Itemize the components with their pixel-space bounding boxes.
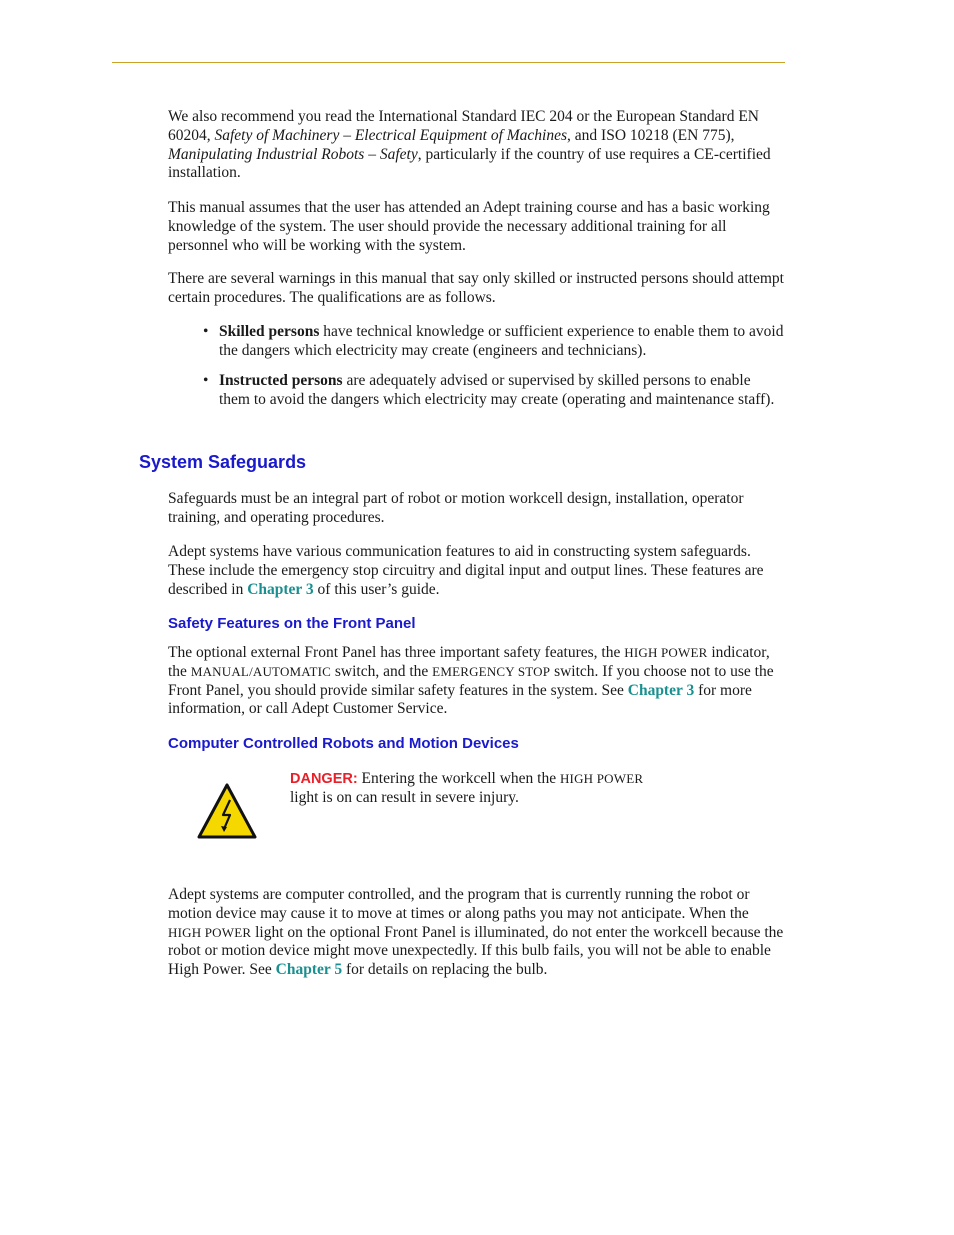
chapter-3-link[interactable]: Chapter 3 — [627, 681, 695, 699]
list-item-text — [219, 323, 785, 361]
paragraph-features — [168, 543, 784, 599]
small-caps-term: MANUAL/AUTOMATIC — [190, 663, 331, 679]
paragraph-safeguards: Safeguards must be an integral part of robot or motion workcell design, installation, operator training, and operating procedures. — [168, 490, 744, 526]
small-caps-term: HIGH POWER — [559, 771, 644, 786]
text-span: have technical knowledge or sufficient experience to enable them to avoid the dangers which electricity may create (engineers and technicians). — [219, 323, 784, 359]
term: Instructed persons — [219, 372, 343, 389]
text-span: The optional external Front Panel has three important safety features, the — [168, 644, 625, 661]
term: Skilled persons — [219, 323, 320, 340]
text-span: light is on can result in severe injury. — [290, 788, 519, 806]
text-span: are adequately advised or supervised by skilled persons to enable them to avoid the dangers which electricity may create (operating and maintenance staff). — [219, 372, 775, 408]
paragraph-warnings: There are several warnings in this manual that say only skilled or instructed persons should attempt certain procedures. The qualifications are as follows. — [168, 270, 784, 306]
danger-notice — [290, 770, 690, 808]
standard-title: Safety of Machinery – Electrical Equipment of Machines — [214, 126, 568, 144]
text-span: Adept systems are computer controlled, and the program that is currently running the robot or motion device may cause it to move at times or along paths you may not anticipate. When the — [168, 886, 750, 922]
electrical-hazard-warning-icon — [196, 782, 258, 840]
text-span: for details on replacing the bulb. — [342, 961, 548, 979]
header-rule — [112, 62, 785, 63]
text-span: , and ISO 10218 (EN 775), — [567, 126, 735, 144]
text-span: light on the optional Front Panel is illuminated, do not enter the workcell because the robot or motion device might move unexpectedly. If this bulb fails, you will not be able to enable High Power. See — [168, 923, 784, 979]
text-span: switch, and the — [331, 662, 433, 680]
danger-label: DANGER: — [290, 771, 358, 787]
chapter-3-link[interactable]: Chapter 3 — [247, 580, 314, 598]
text-span: , particularly if the country of use requires a CE-certified installation. — [168, 145, 771, 182]
standard-title: Manipulating Industrial Robots – Safety — [168, 145, 418, 163]
text-span: switch. If you choose not to use the Front Panel, you should provide similar safety features in the system. See — [168, 662, 774, 699]
paragraph-training: This manual assumes that the user has attended an Adept training course and has a basic working knowledge of the system. The user should provide the necessary additional training for all personnel who will be working with the system. — [168, 199, 770, 254]
small-caps-term: HIGH POWER — [168, 924, 252, 940]
paragraph-computer-controlled — [168, 886, 784, 980]
heading-front-panel: Safety Features on the Front Panel — [168, 615, 416, 632]
text-span: We also recommend you read the International Standard IEC 204 or the European Standard EN 60204, — [168, 108, 760, 144]
paragraph-front-panel — [168, 644, 784, 719]
bullet-icon: • — [203, 323, 209, 340]
heading-computer-controlled: Computer Controlled Robots and Motion Devices — [168, 735, 519, 752]
list-item-instructed — [203, 372, 785, 410]
bullet-icon: • — [203, 372, 209, 389]
small-caps-term: HIGH POWER — [624, 645, 708, 660]
chapter-5-link[interactable]: Chapter 5 — [275, 961, 343, 979]
text-span: Entering the workcell when the — [357, 770, 560, 787]
text-span: indicator, the — [168, 644, 770, 680]
heading-system-safeguards: System Safeguards — [139, 452, 307, 472]
list-item-skilled — [203, 323, 785, 361]
paragraph-standards — [168, 108, 784, 183]
text-span: Adept systems have various communication features to aid in constructing system safeguards. These include the emergency stop circuitry and digital input and output lines. These features are described in — [168, 543, 764, 598]
small-caps-term: EMERGENCY STOP — [432, 663, 551, 679]
text-span: for more information, or call Adept Customer Service. — [168, 681, 752, 718]
text-span: of this user’s guide. — [313, 580, 440, 598]
list-item-text — [219, 372, 785, 410]
